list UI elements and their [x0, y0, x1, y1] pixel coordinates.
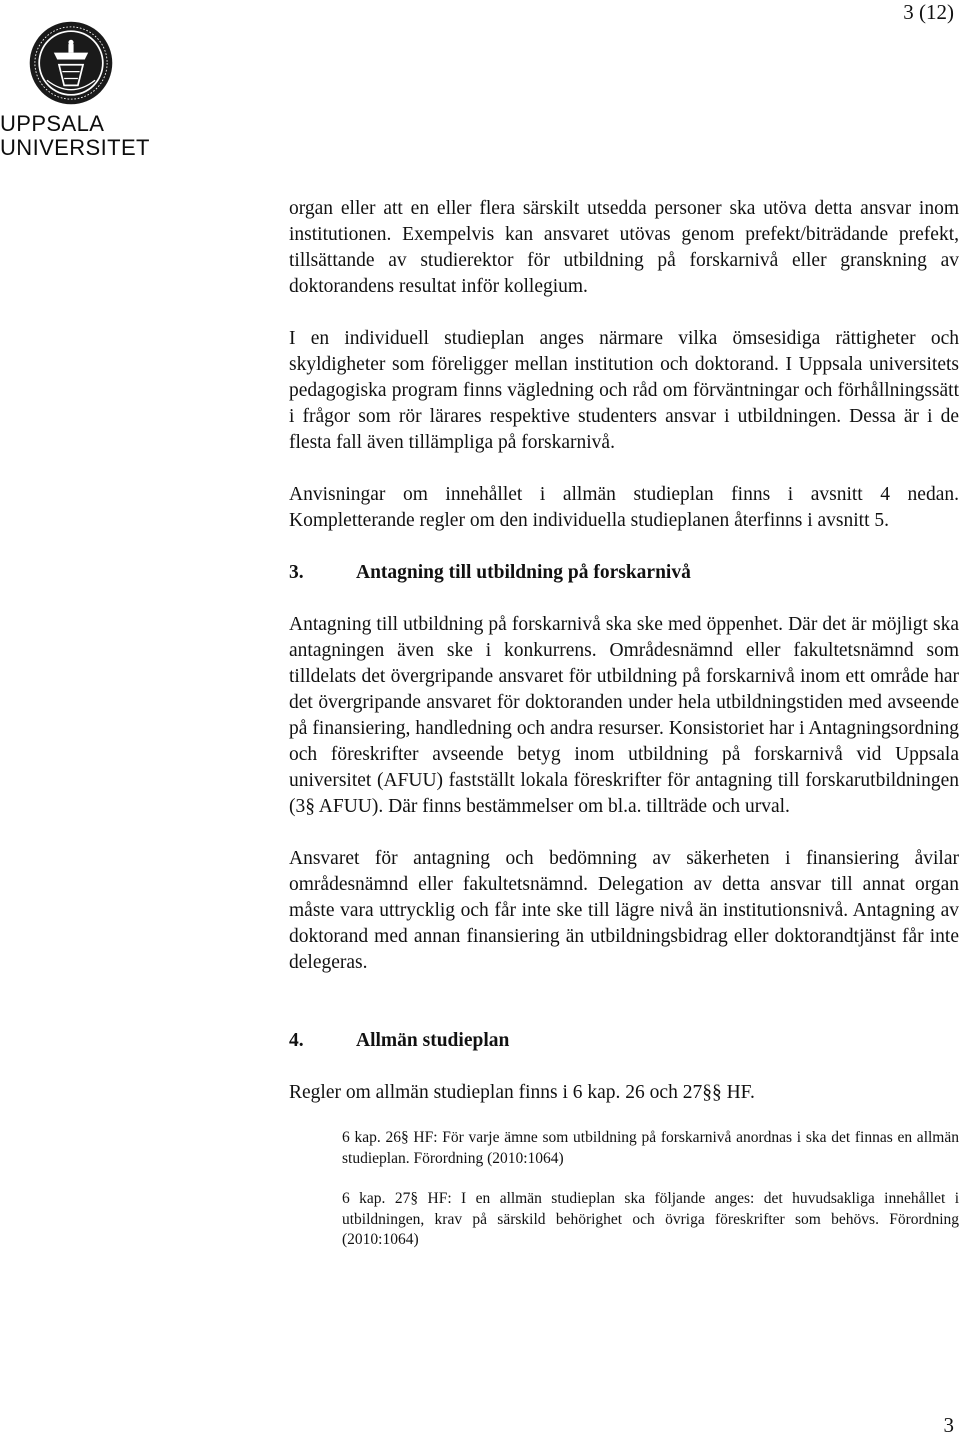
paragraph-6: Regler om allmän studieplan finns i 6 kap. 26 och 27§§ HF. [289, 1082, 755, 1103]
paragraph-3: Anvisningar om innehållet i allmän studieplan finns i avsnitt 4 nedan. Kompletterande regler om den individuella studieplanen återfinns i avsnitt 5. [289, 484, 959, 531]
logo-text-universitet: UNIVERSITET [0, 135, 150, 160]
page-number-header: 3 (12) [903, 0, 954, 24]
paragraph-5: Ansvaret för antagning och bedömning av säkerheten i finansiering åvilar områdesnämnd eller fakultetsnämnd. Delegation av detta ansvar till annat organ måste vara uttrycklig och får inte ske till lägre nivå än institutionsnivå. Antagning av doktorand med annan finansiering än utbildningsbidrag eller doktorandtjänst får inte delegeras. [289, 848, 959, 973]
page-number-footer: 3 [943, 1413, 954, 1437]
logo-text-uppsala: UPPSALA [0, 111, 105, 136]
section-4-title: Allmän studieplan [356, 1030, 510, 1051]
university-seal-icon [28, 20, 114, 106]
paragraph-1: organ eller att en eller flera särskilt utsedda personer ska utöva detta ansvar inom institutionen. Exempelvis kan ansvaret utövas genom prefekt/biträdande prefekt, tillsättande av studierektor för utbildning på forskarnivå eller granskning av doktorandens resultat inför kollegium. [289, 198, 959, 297]
quote-6-kap-27: 6 kap. 27§ HF: I en allmän studieplan ska följande anges: det huvudsakliga innehållet i utbildningen, krav på särskild behörighet och övriga föreskrifter som behövs. Förordning (2010:1064) [342, 1190, 959, 1248]
section-3-number: 3. [289, 562, 304, 583]
section-4-heading [289, 1028, 959, 1054]
section-3-title: Antagning till utbildning på forskarnivå [356, 562, 691, 583]
document-body [289, 196, 959, 1251]
paragraph-4: Antagning till utbildning på forskarnivå ska ske med öppenhet. Där det är möjligt ska antagningen även ske i konkurrens. Områdesnämnd eller fakultetsnämnd som tilldelats det övergripande ansvaret för utbildning på forskarnivå inom ett område har det övergripande ansvaret för doktoranden under hela utbildningstiden med avseende på finansiering, handledning och andra resurser. Konsistoriet har i Antagningsordning och föreskrifter avseende betyg inom utbildning på forskarnivå vid Uppsala universitet (AFUU) fastställt lokala föreskrifter för antagning till forskarutbildningen (3§ AFUU). Där finns bestämmelser om bl.a. tillträde och urval. [289, 614, 959, 817]
quote-6-kap-26: 6 kap. 26§ HF: För varje ämne som utbildning på forskarnivå anordnas i ska det finnas en allmän studieplan. Förordning (2010:1064) [342, 1129, 959, 1167]
university-logo [0, 20, 150, 160]
section-3-heading [289, 560, 959, 586]
section-4-number: 4. [289, 1030, 304, 1051]
paragraph-2: I en individuell studieplan anges närmare vilka ömsesidiga rättigheter och skyldigheter som föreligger mellan institution och doktorand. I Uppsala universitets pedagogiska program finns vägledning och råd om förväntningar och förhållningssätt i frågor som rör lärares respektive studenters ansvar i utbildningen. Dessa är i de flesta fall även tillämpliga på forskarnivå. [289, 328, 959, 453]
